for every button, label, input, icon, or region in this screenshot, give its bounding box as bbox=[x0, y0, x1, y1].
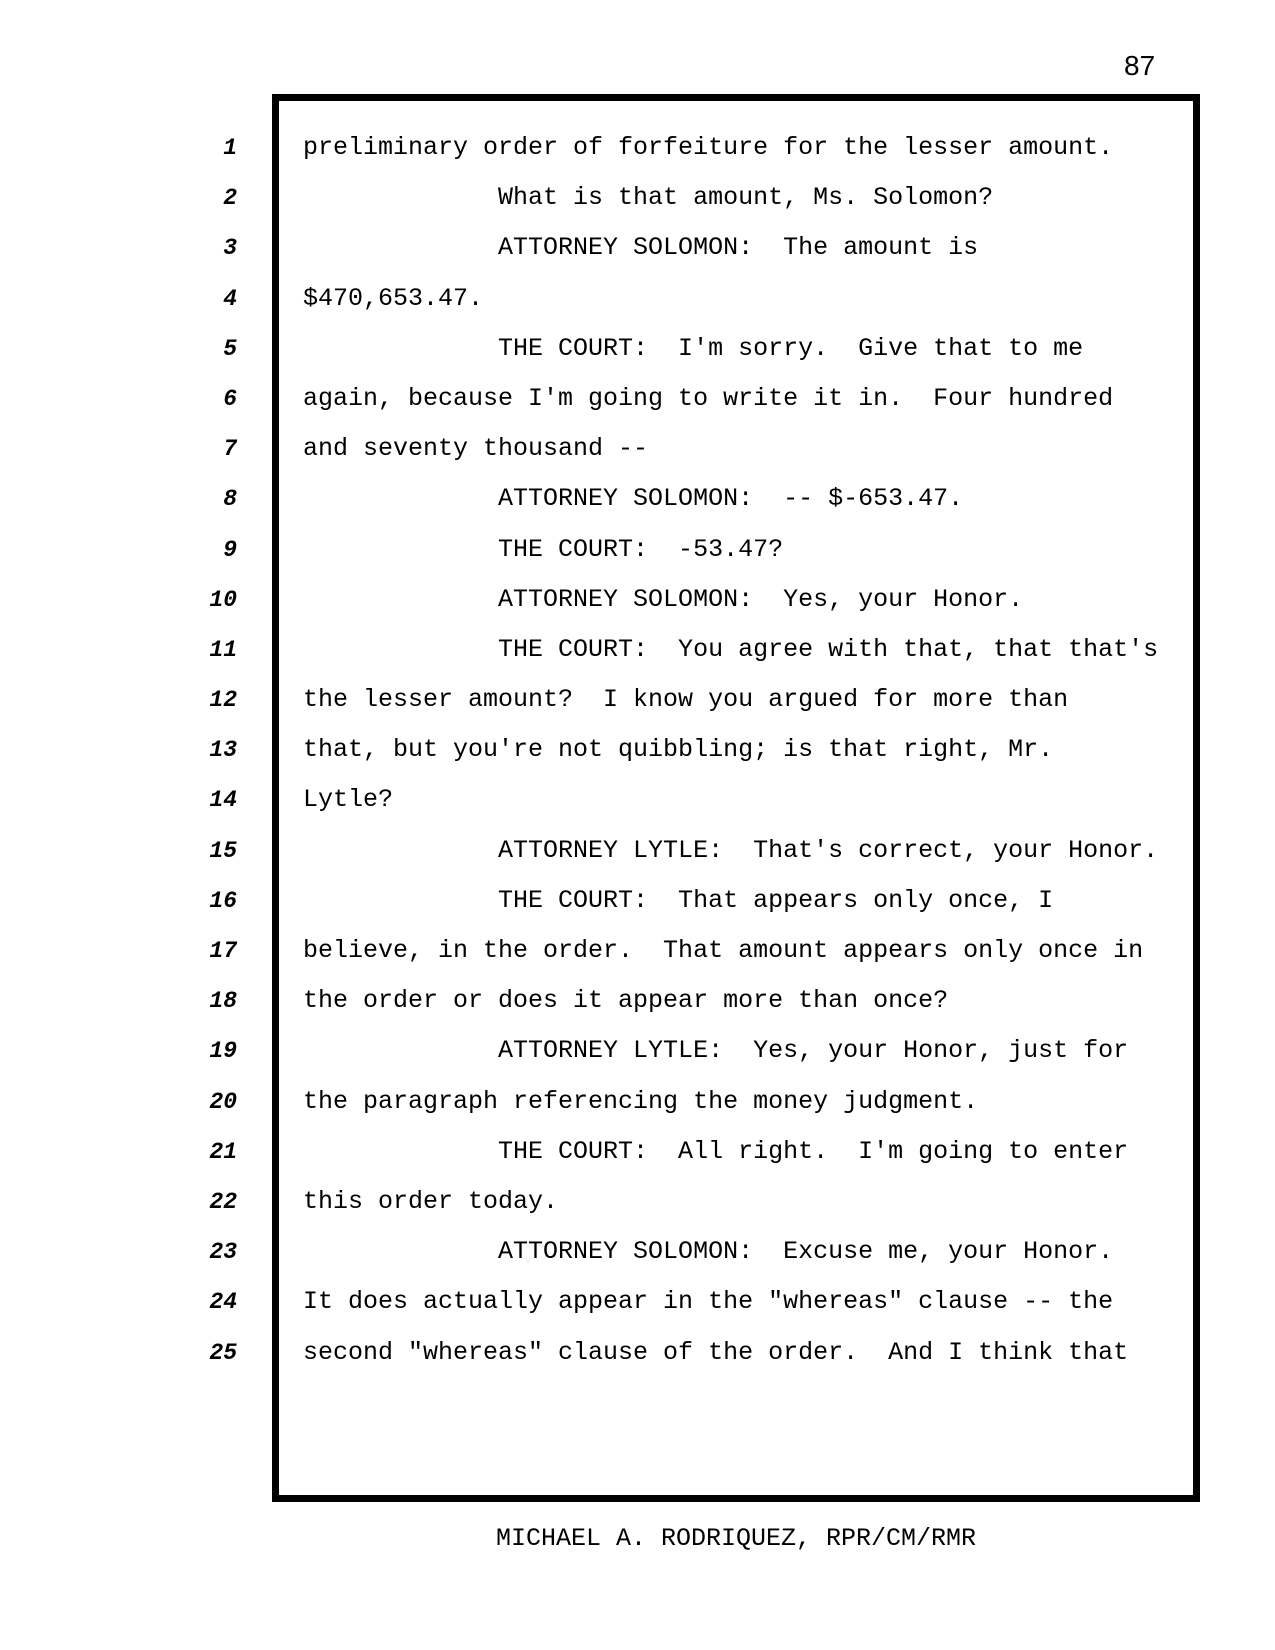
line-number: 1 bbox=[223, 135, 237, 161]
line-number: 23 bbox=[209, 1239, 237, 1266]
transcript-line: It does actually appear in the "whereas" clause -- the bbox=[303, 1287, 1114, 1317]
line-number: 15 bbox=[209, 837, 237, 864]
transcript-text-column bbox=[303, 123, 1188, 1378]
transcript-line: ATTORNEY SOLOMON: -- $-653.47. bbox=[303, 484, 964, 514]
line-number: 3 bbox=[223, 235, 237, 262]
transcript-line: Lytle? bbox=[303, 785, 394, 815]
transcript-line: this order today. bbox=[303, 1186, 559, 1216]
transcript-line: ATTORNEY SOLOMON: Excuse me, your Honor. bbox=[303, 1237, 1114, 1267]
line-number: 24 bbox=[209, 1289, 237, 1316]
line-number: 2 bbox=[223, 185, 237, 212]
line-number: 22 bbox=[209, 1188, 237, 1215]
transcript-line: THE COURT: You agree with that, that that's bbox=[303, 634, 1159, 664]
line-number: 21 bbox=[209, 1138, 237, 1165]
transcript-line: ATTORNEY LYTLE: That's correct, your Honor. bbox=[303, 835, 1159, 865]
transcript-line: that, but you're not quibbling; is that right, Mr. bbox=[303, 735, 1054, 765]
line-number: 18 bbox=[209, 988, 237, 1015]
transcript-line: THE COURT: -53.47? bbox=[303, 534, 784, 564]
line-number-column bbox=[137, 123, 237, 1378]
line-number: 5 bbox=[223, 335, 237, 362]
transcript-line: preliminary order of forfeiture for the lesser amount. bbox=[303, 133, 1114, 162]
transcript-line: the paragraph referencing the money judgment. bbox=[303, 1086, 979, 1116]
line-number: 17 bbox=[209, 938, 237, 964]
line-number: 7 bbox=[223, 436, 237, 463]
court-reporter-credit: MICHAEL A. RODRIQUEZ, RPR/CM/RMR bbox=[495, 1524, 977, 1553]
line-number: 9 bbox=[223, 536, 237, 563]
transcript-line: $470,653.47. bbox=[303, 283, 484, 313]
line-number: 13 bbox=[209, 737, 237, 764]
line-number: 25 bbox=[209, 1339, 237, 1366]
line-number: 19 bbox=[209, 1038, 237, 1065]
page-number: 87 bbox=[1124, 50, 1156, 81]
line-number: 16 bbox=[209, 887, 237, 914]
line-number: 14 bbox=[209, 787, 237, 814]
transcript-line: ATTORNEY LYTLE: Yes, your Honor, just for bbox=[303, 1036, 1129, 1066]
transcript-line: THE COURT: I'm sorry. Give that to me bbox=[303, 333, 1084, 363]
transcript-line: the order or does it appear more than once? bbox=[303, 986, 949, 1016]
line-number: 20 bbox=[209, 1088, 237, 1115]
transcript-line: again, because I'm going to write it in. Four hundred bbox=[303, 383, 1114, 413]
transcript-line: THE COURT: All right. I'm going to enter bbox=[303, 1136, 1129, 1166]
line-number: 4 bbox=[223, 285, 237, 312]
line-number: 8 bbox=[223, 486, 237, 513]
line-number: 11 bbox=[209, 636, 237, 663]
transcript-line: second "whereas" clause of the order. And I think that bbox=[303, 1337, 1129, 1367]
transcript-line: believe, in the order. That amount appears only once in bbox=[303, 936, 1144, 965]
transcript-line: ATTORNEY SOLOMON: The amount is bbox=[303, 233, 979, 263]
transcript-line: THE COURT: That appears only once, I bbox=[303, 885, 1054, 915]
transcript-line: and seventy thousand -- bbox=[303, 434, 649, 464]
transcript-line: What is that amount, Ms. Solomon? bbox=[303, 183, 994, 213]
line-number: 10 bbox=[209, 586, 237, 613]
transcript-line: the lesser amount? I know you argued for more than bbox=[303, 685, 1069, 715]
line-number: 12 bbox=[209, 687, 237, 714]
line-number: 6 bbox=[223, 385, 237, 412]
transcript-line: ATTORNEY SOLOMON: Yes, your Honor. bbox=[303, 584, 1024, 614]
